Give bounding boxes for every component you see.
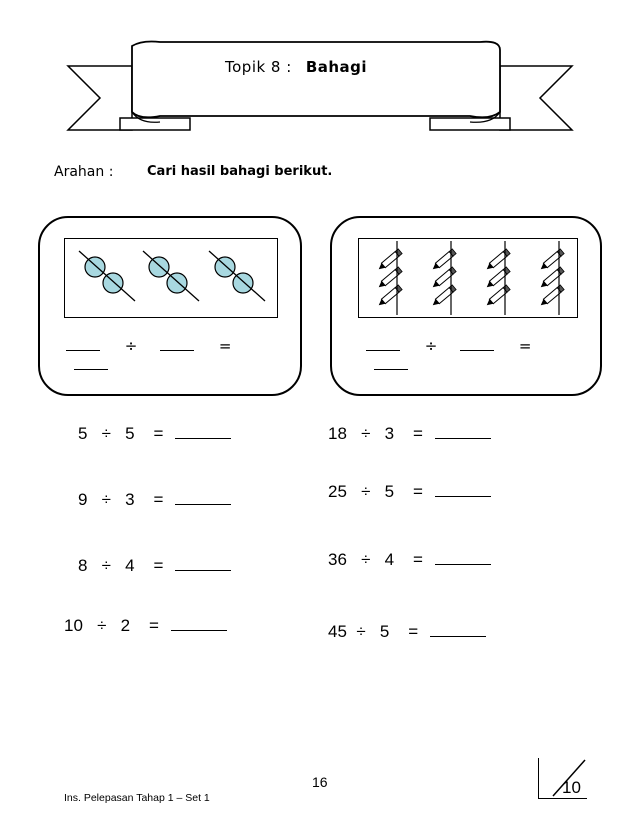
pencil-icon [377,285,402,308]
equals-sign: = [218,337,232,355]
footer-series-text: Ins. Pelepasan Tahap 1 – Set 1 [64,792,210,804]
pencil-groups-illustration [359,239,577,317]
blank-quotient[interactable] [74,355,108,370]
topic-name: Bahagi [305,58,368,76]
answer-blank[interactable] [435,550,491,565]
pencil-icon [485,285,510,308]
pencil-icon [539,285,564,308]
pencil-icon [431,285,456,308]
answer-blank[interactable] [430,622,486,637]
blank-dividend[interactable] [66,336,100,351]
equation-left-1: 5 ÷ 5 = [78,424,231,444]
page-number: 16 [312,774,328,790]
divide-sign: ÷ [124,337,138,355]
instruction-label: Arahan : [54,164,114,180]
circle-picture-frame [64,238,278,318]
equation-right-1: 18 ÷ 3 = [328,424,491,444]
equation-right-2: 25 ÷ 5 = [328,482,491,502]
blank-divisor[interactable] [460,336,494,351]
instruction-text: Cari hasil bahagi berikut. [147,164,333,179]
equation-left-3: 8 ÷ 4 = [78,556,231,576]
topic-label: Topik 8 : [225,58,292,76]
answer-blank[interactable] [171,616,227,631]
answer-blank[interactable] [175,424,231,439]
answer-blank[interactable] [435,482,491,497]
answer-blank[interactable] [435,424,491,439]
circle-groups-illustration [65,239,277,317]
equation-right-3: 36 ÷ 4 = [328,550,491,570]
blank-quotient[interactable] [374,355,408,370]
blank-row-left [66,336,276,374]
score-total: 10 [562,778,581,797]
pencil-picture-frame [358,238,578,318]
equation-right-4: 45 ÷ 5 = [328,622,486,642]
blank-dividend[interactable] [366,336,400,351]
divide-sign: ÷ [424,337,438,355]
blank-row-right [366,336,576,374]
answer-blank[interactable] [175,556,231,571]
blank-divisor[interactable] [160,336,194,351]
topic-title [130,58,430,76]
equation-left-2: 9 ÷ 3 = [78,490,231,510]
equation-left-4: 10 ÷ 2 = [64,616,227,636]
answer-blank[interactable] [175,490,231,505]
equals-sign: = [518,337,532,355]
